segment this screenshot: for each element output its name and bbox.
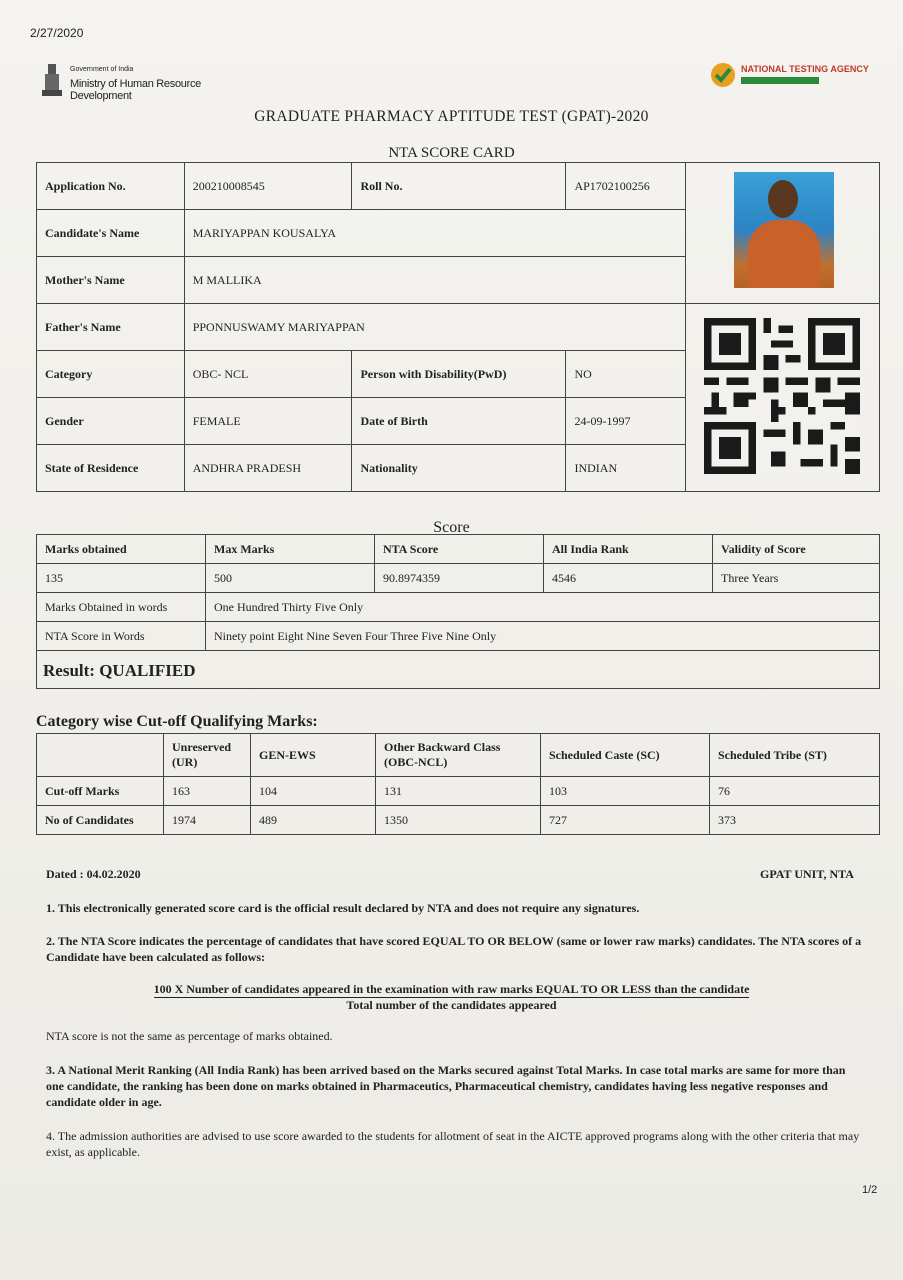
validity-value: Three Years [713,564,880,593]
cutoff-table [36,733,880,835]
nta-words-label: NTA Score in Words [37,622,206,651]
state-label: State of Residence [37,445,185,492]
marks-words-value: One Hundred Thirty Five Only [206,593,880,622]
photo-body-shape [748,220,820,288]
table-row [37,622,880,651]
score-table [36,534,880,651]
category-value: OBC- NCL [184,351,352,398]
score-header-marks: Marks obtained [37,535,206,564]
note-2: 2. The NTA Score indicates the percentage of candidates that have scored EQUAL TO OR BELOW (same or lower raw marks) candidates. The NTA scores of a Candidate have been calculated as follows: [46,934,862,964]
cutoff-marks-label: Cut-off Marks [37,777,164,806]
candidates-ur: 1974 [164,806,251,835]
dob-value: 24-09-1997 [566,398,686,445]
note-4: 4. The admission authorities are advised to use score awarded to the students for allotment of seat in the AICTE approved programs along with the other criteria that may exist, as applicable. [46,1129,860,1159]
formula-denominator: Total number of the candidates appeared [346,998,557,1012]
score-header-max: Max Marks [206,535,375,564]
page-number: 1/2 [862,1184,878,1196]
candidates-ews: 489 [251,806,376,835]
max-marks-value: 500 [206,564,375,593]
dob-label: Date of Birth [352,398,566,445]
candidates-obc: 1350 [376,806,541,835]
state-value: ANDHRA PRADESH [184,445,352,492]
score-header-rank: All India Rank [544,535,713,564]
roll-label: Roll No. [352,163,566,210]
cutoff-header-ews: GEN-EWS [251,734,376,777]
father-label: Father's Name [37,304,185,351]
table-row [37,734,880,777]
result-text: Result: QUALIFIED [43,661,196,680]
table-row [37,564,880,593]
marks-value: 135 [37,564,206,593]
table-row [37,806,880,835]
cutoff-corner-cell [37,734,164,777]
pwd-value: NO [566,351,686,398]
gender-value: FEMALE [184,398,352,445]
cutoff-header-obc: Other Backward Class (OBC-NCL) [376,734,541,777]
cutoff-obc: 131 [376,777,541,806]
cutoff-ur: 163 [164,777,251,806]
cutoff-st: 76 [710,777,880,806]
note-2b: NTA score is not the same as percentage of marks obtained. [46,1029,333,1043]
application-value: 200210008545 [184,163,352,210]
score-heading: Score [433,519,470,536]
moe-logo [40,62,230,106]
rank-value: 4546 [544,564,713,593]
cutoff-ews: 104 [251,777,376,806]
note-3: 3. A National Merit Ranking (All India Rank) has been arrived based on the Marks secured against Total Marks. In case total marks are same for more than one candidate, the ranking has been done on marks obtained in Pharmaceutics, Pharmaceutical chemistry, candidates having less negative responses and candidate older in age. [46,1063,846,1109]
candidate-photo [734,172,834,288]
name-label: Candidate's Name [37,210,185,257]
print-date: 2/27/2020 [30,26,84,40]
marks-words-label: Marks Obtained in words [37,593,206,622]
category-label: Category [37,351,185,398]
nta-tagline-bar [741,77,819,84]
nationality-label: Nationality [352,445,566,492]
cutoff-header-st: Scheduled Tribe (ST) [710,734,880,777]
cutoff-header-sc: Scheduled Caste (SC) [541,734,710,777]
nta-words-value: Ninety point Eight Nine Seven Four Three Five Nine Only [206,622,880,651]
moe-gov-text: Government of India [70,66,134,73]
nta-score-value: 90.8974359 [375,564,544,593]
mother-label: Mother's Name [37,257,185,304]
application-label: Application No. [37,163,185,210]
table-row [37,535,880,564]
qr-code-icon [704,318,860,474]
table-row [37,777,880,806]
result-box [36,651,880,689]
score-card-title: NTA SCORE CARD [388,145,515,161]
pwd-label: Person with Disability(PwD) [352,351,566,398]
roll-value: AP1702100256 [566,163,686,210]
score-header-nta: NTA Score [375,535,544,564]
candidates-sc: 727 [541,806,710,835]
cutoff-sc: 103 [541,777,710,806]
nationality-value: INDIAN [566,445,686,492]
score-header-validity: Validity of Score [713,535,880,564]
nta-check-icon [710,62,736,88]
emblem-icon [40,62,64,100]
photo-face-shape [768,180,798,218]
unit-text: GPAT UNIT, NTA [760,867,854,881]
cutoff-heading: Category wise Cut-off Qualifying Marks: [36,713,318,730]
dated-text: Dated : 04.02.2020 [46,867,141,881]
candidates-label: No of Candidates [37,806,164,835]
mother-value: M MALLIKA [184,257,685,304]
note-1: 1. This electronically generated score card is the official result declared by NTA and does not require any signatures. [46,901,640,915]
exam-title: GRADUATE PHARMACY APTITUDE TEST (GPAT)-2020 [254,108,649,125]
formula-numerator [0,982,903,997]
name-value: MARIYAPPAN KOUSALYA [184,210,685,257]
candidates-st: 373 [710,806,880,835]
moe-name: Ministry of Human Resource Development [70,78,201,102]
cutoff-header-ur: Unreserved (UR) [164,734,251,777]
father-value: PPONNUSWAMY MARIYAPPAN [184,304,685,351]
gender-label: Gender [37,398,185,445]
formula-numerator-text: 100 X Number of candidates appeared in the examination with raw marks EQUAL TO OR LESS than the candidate [153,982,750,996]
nta-name: NATIONAL TESTING AGENCY [741,64,869,74]
table-row [37,593,880,622]
nta-logo [710,60,880,94]
